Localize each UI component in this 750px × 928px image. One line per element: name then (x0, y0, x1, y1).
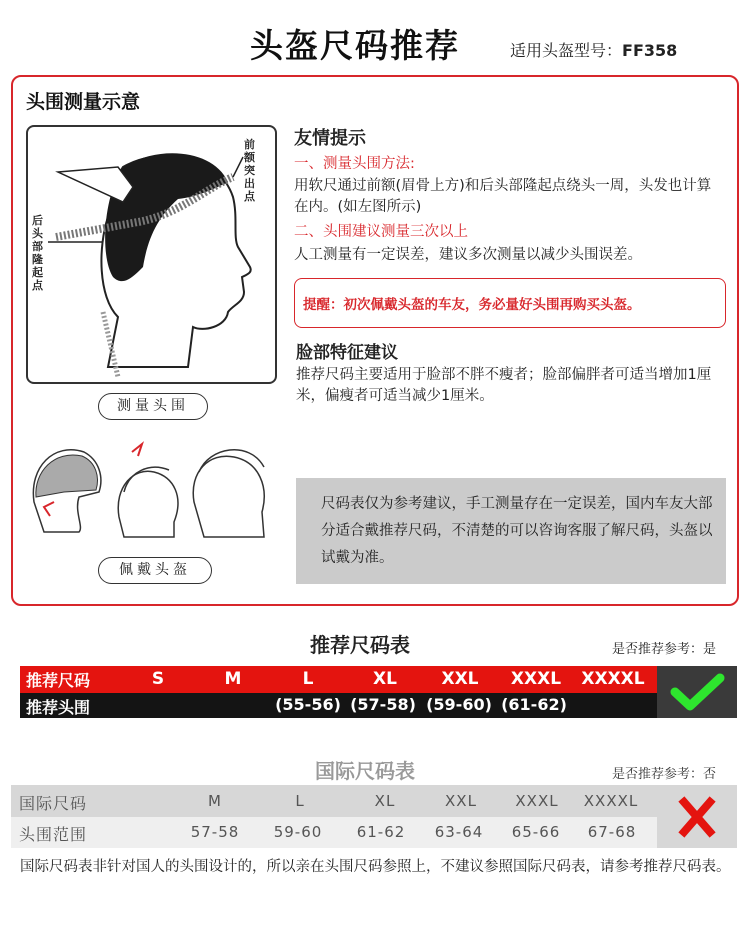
size-cell: XL (373, 669, 397, 689)
method-text: 用软尺通过前额(眉骨上方)和后头部隆起点绕头一周，头发也计算在内。(如左图所示) (294, 178, 712, 215)
tips-title: 友情提示 (294, 128, 366, 149)
recommended-size-row (20, 666, 657, 693)
range-cell: 63-64 (434, 823, 484, 841)
head-measurement-illustration (26, 125, 277, 384)
international-reference-label: 是否推荐参考：否 (612, 767, 717, 782)
repeat-heading: 二、头围建议测量三次以上 (294, 224, 468, 240)
international-size-label: 国际尺码 (19, 794, 88, 813)
size-cell: XXXXL (583, 792, 639, 810)
cross-icon (657, 785, 737, 848)
range-cell: (55-56) (275, 695, 341, 714)
model-code: FF358 (622, 41, 678, 60)
size-cell: XXXL (515, 792, 559, 810)
size-cell: XXXXL (581, 669, 645, 689)
range-cell: 61-62 (356, 823, 406, 841)
international-status-cell (657, 785, 737, 848)
forehead-point-label: 前额突出点 (244, 138, 255, 203)
size-cell: L (302, 669, 314, 689)
wear-helmet-pill: 佩戴头盔 (98, 557, 212, 584)
model-label-text: 适用头盔型号： (510, 41, 623, 60)
back-of-head-point-label: 后头部隆起点 (32, 214, 43, 292)
size-cell: M (224, 669, 242, 689)
helmet-wearing-illustration (24, 432, 280, 542)
face-advice-text: 推荐尺码主要适用于脸部不胖不瘦者；脸部偏胖者可适当增加1厘米，偏瘦者可适当减少1厘米。 (296, 367, 712, 404)
range-cell: (59-60) (426, 695, 492, 714)
range-cell: 65-66 (511, 823, 561, 841)
size-cell: XXL (441, 669, 479, 689)
check-icon (657, 666, 737, 718)
range-cell: (57-58) (350, 695, 416, 714)
international-table-title: 国际尺码表 (315, 759, 415, 783)
recommended-range-label: 推荐头围 (26, 698, 91, 717)
size-cell: S (151, 669, 165, 689)
face-advice-title: 脸部特征建议 (296, 343, 398, 363)
recommended-status-cell (657, 666, 737, 718)
recommended-reference-label: 是否推荐参考：是 (612, 642, 717, 657)
recommended-table-title: 推荐尺码表 (310, 633, 410, 657)
measure-head-pill: 测量头围 (98, 393, 208, 420)
international-range-label: 头围范围 (19, 825, 88, 844)
international-range-row (11, 817, 657, 848)
repeat-text: 人工测量有一定误差，建议多次测量以减少头围误差。 (294, 247, 642, 263)
reminder-text: 提醒：初次佩戴头盔的车友，务必量好头围再购买头盔。 (303, 297, 641, 313)
page-title: 头盔尺码推荐 (250, 26, 460, 65)
model-label (510, 38, 677, 61)
recommended-size-label: 推荐尺码 (26, 671, 91, 690)
size-cell: M (208, 792, 222, 810)
range-cell: 59-60 (273, 823, 323, 841)
size-cell: L (295, 792, 305, 810)
footer-note: 国际尺码表非针对国人的头围设计的，所以亲在头围尺码参照上，不建议参照国际尺码表，请参考推荐尺码表。 (20, 859, 731, 875)
range-cell: 67-68 (587, 823, 637, 841)
size-cell: XXXL (510, 669, 562, 689)
guide-section-title: 头围测量示意 (26, 91, 141, 113)
international-size-row (11, 785, 657, 817)
range-cell: (61-62) (501, 695, 567, 714)
size-cell: XL (374, 792, 396, 810)
recommended-range-row (20, 693, 657, 718)
range-cell: 57-58 (190, 823, 240, 841)
disclaimer-text: 尺码表仅为参考建议，手工测量存在一定误差，国内车友大部分适合戴推荐尺码，不清楚的可以咨询客服了解尺码，头盔以试戴为准。 (321, 496, 713, 566)
method-heading: 一、测量头围方法: (294, 156, 415, 172)
head-profile-drawing (28, 127, 277, 384)
size-cell: XXL (445, 792, 477, 810)
